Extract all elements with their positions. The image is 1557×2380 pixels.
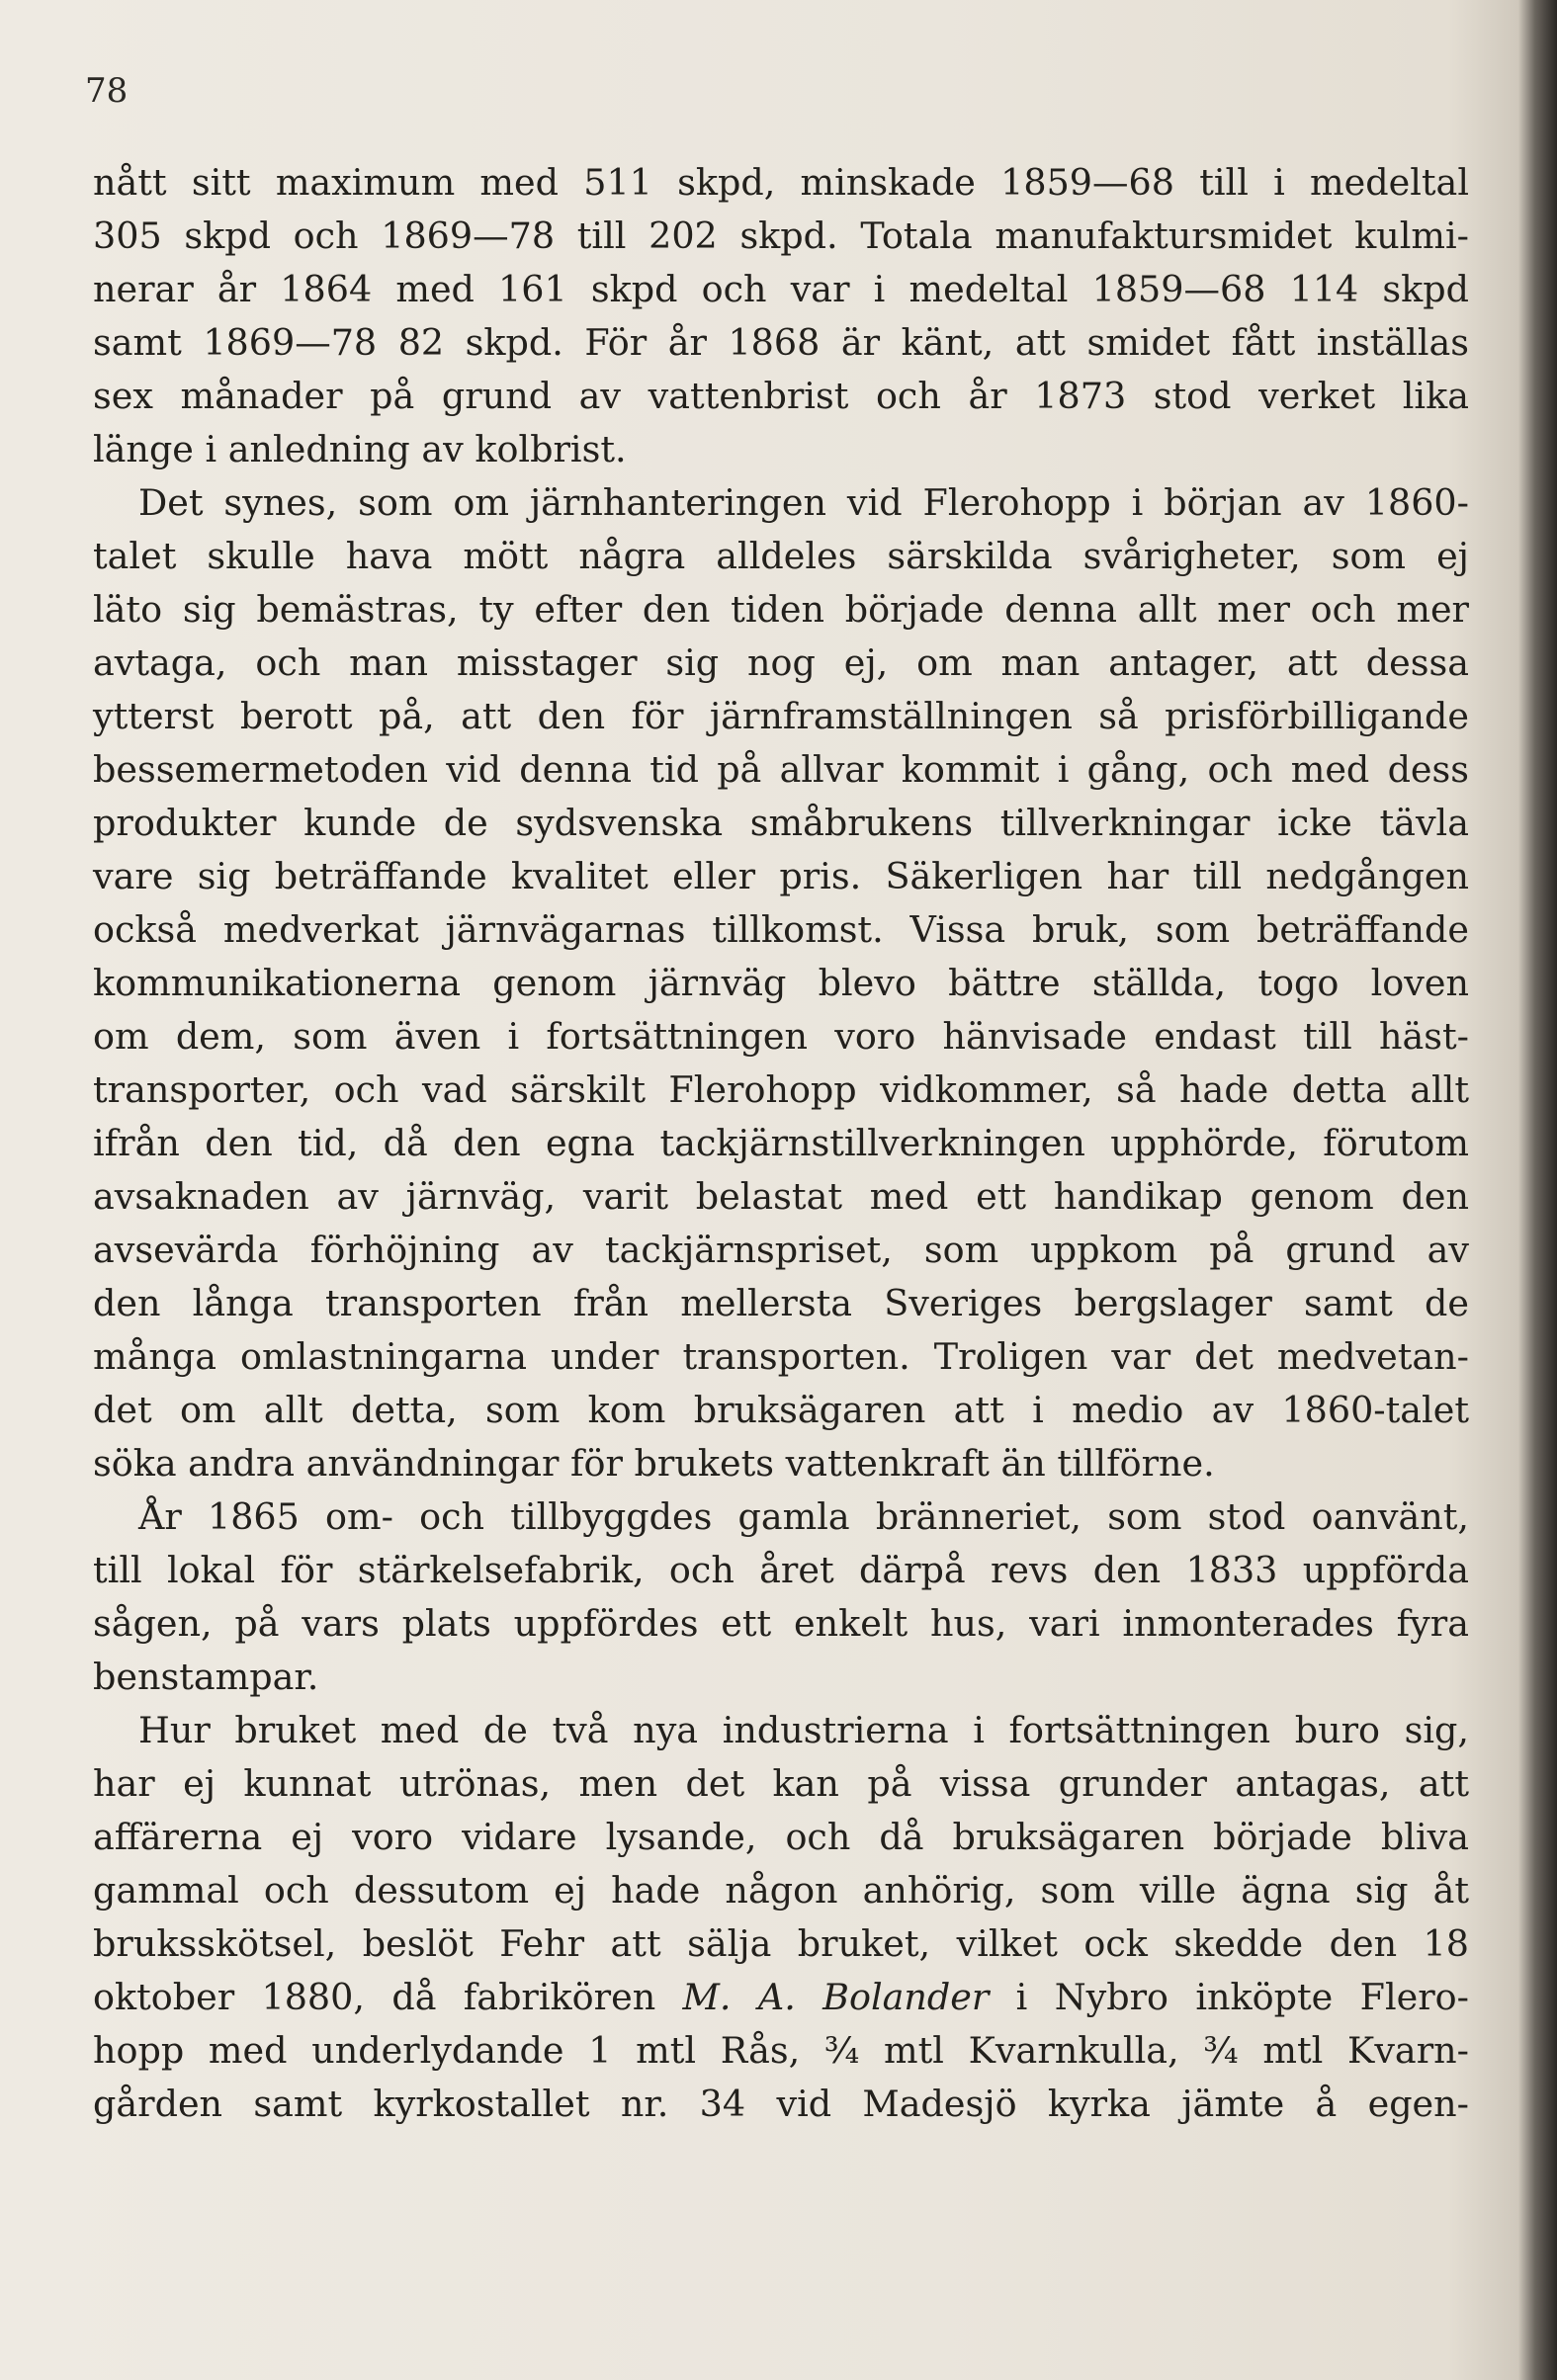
text-line <box>93 1971 1469 2024</box>
paragraph-4 <box>93 1704 1469 2131</box>
text-line: många omlastningarna under transporten. Troligen var det medvetan- <box>93 1335 1469 1378</box>
text-line: avsevärda förhöjning av tackjärnspriset, som uppkom på grund av <box>93 1229 1469 1271</box>
text-line: också medverkat järnvägarnas tillkomst. Vissa bruk, som beträffande <box>93 908 1469 951</box>
text-line: samt 1869—78 82 skpd. För år 1868 är känt, att smidet fått inställas <box>93 321 1469 364</box>
text-line: produkter kunde de sydsvenska småbrukens tillverkningar icke tävla <box>93 802 1469 844</box>
text-line: om dem, som även i fortsättningen voro hänvisade endast till häst- <box>93 1015 1469 1058</box>
person-name: M. A. Bolander <box>682 1976 990 2018</box>
text-line: gården samt kyrkostallet nr. 34 vid Madesjö kyrka jämte å egen- <box>93 2082 1469 2125</box>
text-line: bessemermetoden vid denna tid på allvar kommit i gång, och med dess <box>93 748 1469 791</box>
text-line: har ej kunnat utrönas, men det kan på vissa grunder antagas, att <box>93 1762 1469 1805</box>
text-line: avtaga, och man misstager sig nog ej, om man antager, att dessa <box>93 641 1469 684</box>
text-line: År 1865 om- och tillbyggdes gamla bränneriet, som stod oanvänt, <box>138 1495 1469 1538</box>
text-fragment: oktober 1880, då fabrikören <box>93 1976 683 2018</box>
text-line: ytterst berott på, att den för järnframställningen så prisförbilligande <box>93 695 1469 737</box>
text-line: Det synes, som om järnhanteringen vid Flerohopp i början av 1860- <box>138 481 1469 524</box>
text-line: söka andra användningar för brukets vattenkraft än tillförne. <box>93 1442 1215 1485</box>
text-line: Hur bruket med de två nya industrierna i fortsättningen buro sig, <box>138 1709 1469 1751</box>
paragraph-3 <box>93 1490 1469 1704</box>
text-line: kommunikationerna genom järnväg blevo bättre ställda, togo loven <box>93 962 1469 1004</box>
text-line: den långa transporten från mellersta Sveriges bergslager samt de <box>93 1282 1469 1324</box>
text-line: nått sitt maximum med 511 skpd, minskade 1859—68 till i medeltal <box>93 161 1469 204</box>
text-line: talet skulle hava mött några alldeles särskilda svårigheter, som ej <box>93 535 1469 577</box>
text-line: ifrån den tid, då den egna tackjärnstillverkningen upphörde, förutom <box>93 1122 1469 1164</box>
page-number: 78 <box>85 71 129 111</box>
paragraph-1 <box>93 156 1469 476</box>
text-line: bruksskötsel, beslöt Fehr att sälja bruket, vilket ock skedde den 18 <box>93 1922 1469 1965</box>
text-line: läto sig bemästras, ty efter den tiden började denna allt mer och mer <box>93 588 1469 631</box>
text-line: länge i anledning av kolbrist. <box>93 428 627 470</box>
text-line: benstampar. <box>93 1656 319 1698</box>
text-line: affärerna ej voro vidare lysande, och då bruksägaren började bliva <box>93 1816 1469 1858</box>
body-text <box>93 156 1469 2131</box>
text-line: sex månader på grund av vattenbrist och år 1873 stod verket lika <box>93 375 1469 417</box>
paragraph-2 <box>93 476 1469 1490</box>
text-line: transporter, och vad särskilt Flerohopp vidkommer, så hade detta allt <box>93 1068 1469 1111</box>
text-line: 305 skpd och 1869—78 till 202 skpd. Totala manufaktursmidet kulmi- <box>93 214 1469 257</box>
text-line: gammal och dessutom ej hade någon anhörig, som ville ägna sig åt <box>93 1869 1469 1912</box>
text-line: till lokal för stärkelsefabrik, och året därpå revs den 1833 uppförda <box>93 1549 1469 1591</box>
text-line: hopp med underlydande 1 mtl Rås, ¾ mtl Kvarnkulla, ¾ mtl Kvarn- <box>93 2029 1469 2072</box>
text-line: sågen, på vars plats uppfördes ett enkelt hus, vari inmonterades fyra <box>93 1602 1469 1645</box>
text-fragment: i Nybro inköpte Flero- <box>989 1976 1469 2018</box>
text-line: nerar år 1864 med 161 skpd och var i medeltal 1859—68 114 skpd <box>93 268 1469 310</box>
text-line: det om allt detta, som kom bruksägaren att i medio av 1860-talet <box>93 1389 1469 1431</box>
text-line: vare sig beträffande kvalitet eller pris. Säkerligen har till nedgången <box>93 855 1469 897</box>
text-line: avsaknaden av järnväg, varit belastat med ett handikap genom den <box>93 1175 1469 1218</box>
